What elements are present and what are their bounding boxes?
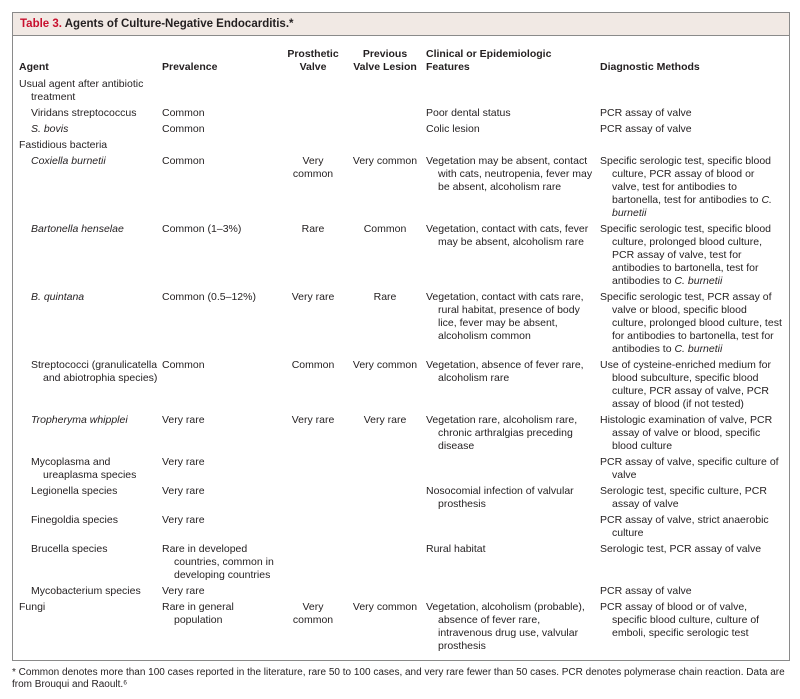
diagnostic-cell [600, 139, 786, 155]
col-previous-lesion: Previous Valve Lesion [353, 48, 417, 73]
prosthetic-cell [282, 514, 348, 543]
prosthetic-cell-text: Very rare [291, 414, 335, 426]
clinical-cell-text: Vegetation, contact with cats rare, rural habitat, presence of body lice, fever may be absent, alcoholism common [426, 291, 584, 342]
agent-cell-text: Streptococci (granulicatella and abiotrophia species) [31, 359, 158, 384]
clinical-cell-text: Colic lesion [426, 123, 480, 135]
clinical-cell-text: Vegetation, absence of fever rare, alcoholism rare [426, 359, 584, 384]
table-row [19, 585, 786, 601]
prosthetic-cell-text: Very common [292, 155, 334, 180]
clinical-cell [426, 485, 600, 514]
table-title [13, 13, 789, 36]
diagnostic-cell-text: Use of cysteine-enriched medium for blood subculture, specific blood culture, PCR assay of valve, PCR assay of blood (if not tested) [600, 359, 771, 410]
prosthetic-cell [282, 155, 348, 223]
table-row [19, 601, 786, 656]
prosthetic-cell [282, 78, 348, 107]
agent-cell [19, 543, 162, 585]
previous-lesion-cell [348, 456, 426, 485]
diagnostic-cell [600, 514, 786, 543]
col-diagnostic: Diagnostic Methods [600, 61, 700, 73]
prevalence-cell-text: Rare in general population [162, 601, 234, 626]
prosthetic-cell [282, 585, 348, 601]
prosthetic-cell [282, 291, 348, 359]
table-row [19, 155, 786, 223]
previous-lesion-cell-text: Rare [373, 291, 397, 303]
previous-lesion-cell [348, 123, 426, 139]
agent-cell-text: B. quintana [31, 291, 85, 303]
table-row [19, 514, 786, 543]
diagnostic-cell [600, 107, 786, 123]
clinical-cell [426, 155, 600, 223]
clinical-cell-text: Vegetation rare, alcoholism rare, chronic arthralgias preceding disease [426, 414, 578, 452]
prevalence-cell-text: Very rare [162, 414, 205, 426]
table-number: Table 3. [20, 18, 62, 30]
agent-cell [19, 155, 162, 223]
agent-cell-text: S. bovis [31, 123, 69, 135]
agent-cell-text: Fastidious bacteria [19, 139, 108, 151]
agent-cell [19, 139, 162, 155]
diagnostic-cell [600, 155, 786, 223]
prevalence-cell-text: Very rare [162, 456, 205, 468]
prevalence-cell [162, 291, 282, 359]
clinical-cell [426, 543, 600, 585]
clinical-cell [426, 78, 600, 107]
previous-lesion-cell [348, 485, 426, 514]
agent-cell-text: Mycobacterium species [31, 585, 141, 597]
clinical-cell-text: Nosocomial infection of valvular prosthesis [426, 485, 574, 510]
previous-lesion-cell [348, 78, 426, 107]
previous-lesion-cell [348, 107, 426, 123]
diagnostic-cell-text: PCR assay of valve, specific culture of valve [600, 456, 779, 481]
agent-cell [19, 123, 162, 139]
agent-cell [19, 456, 162, 485]
agent-cell [19, 78, 162, 107]
clinical-cell-text: Poor dental status [426, 107, 511, 119]
table-row [19, 359, 786, 414]
clinical-cell [426, 291, 600, 359]
prevalence-cell [162, 543, 282, 585]
diagnostic-cell [600, 585, 786, 601]
clinical-cell [426, 601, 600, 656]
prosthetic-cell [282, 223, 348, 291]
prevalence-cell [162, 456, 282, 485]
diagnostic-cell-text: PCR assay of blood or of valve, specific blood culture, culture of emboli, specific serologic test [600, 601, 760, 639]
prevalence-cell-text: Common [162, 107, 205, 119]
agent-cell [19, 585, 162, 601]
prevalence-cell-text: Very rare [162, 585, 205, 597]
prevalence-cell [162, 359, 282, 414]
col-prosthetic: Prosthetic Valve [287, 48, 339, 73]
diagnostic-cell-text: Specific serologic test, specific blood culture, PCR assay of blood or valve, test for antibodies to bartonella, test for antibodies to [600, 155, 771, 206]
diagnostic-cell [600, 223, 786, 291]
previous-lesion-cell [348, 359, 426, 414]
agents-table [19, 40, 786, 656]
prosthetic-cell-text: Rare [301, 223, 325, 235]
agent-cell-text: Tropheryma whipplei [31, 414, 128, 426]
prosthetic-cell [282, 123, 348, 139]
previous-lesion-cell-text: Common [363, 223, 407, 235]
agent-cell [19, 414, 162, 456]
footnote: * Common denotes more than 100 cases reported in the literature, rare 50 to 100 cases, and very rare fewer than 50 cases. PCR denotes polymerase chain reaction. Data are from Brouqui and Raoult.⁶ [12, 667, 785, 690]
clinical-cell [426, 107, 600, 123]
prosthetic-cell [282, 456, 348, 485]
previous-lesion-cell [348, 139, 426, 155]
prevalence-cell [162, 107, 282, 123]
diagnostic-cell-text: Histologic examination of valve, PCR assay of valve or blood, specific blood culture [600, 414, 773, 452]
agent-cell [19, 514, 162, 543]
previous-lesion-cell [348, 514, 426, 543]
table-row [19, 223, 786, 291]
prosthetic-cell [282, 107, 348, 123]
header-row [19, 40, 786, 78]
prevalence-cell-text: Common (1–3%) [162, 223, 242, 235]
prevalence-cell-text: Very rare [162, 514, 205, 526]
table-row [19, 123, 786, 139]
agent-cell-text: Mycoplasma and ureaplasma species [31, 456, 137, 481]
previous-lesion-cell [348, 291, 426, 359]
prevalence-cell-text: Common (0.5–12%) [162, 291, 256, 303]
diagnostic-cell-text: Specific serologic test, PCR assay of valve or blood, specific blood culture, prolonged blood culture, test for antibodies to bartonella, test for antibodies to [600, 291, 782, 355]
diagnostic-cell [600, 601, 786, 656]
agent-cell-text: Viridans streptococcus [31, 107, 137, 119]
clinical-cell [426, 585, 600, 601]
agent-cell-text: Coxiella burnetii [31, 155, 106, 167]
diagnostic-cell [600, 414, 786, 456]
clinical-cell [426, 359, 600, 414]
agent-cell-text: Fungi [19, 601, 46, 613]
diagnostic-cell [600, 291, 786, 359]
table-row [19, 78, 786, 107]
diagnostic-italic-text: C. burnetii [674, 275, 723, 287]
previous-lesion-cell [348, 543, 426, 585]
agent-cell-text: Finegoldia species [31, 514, 118, 526]
prevalence-cell [162, 414, 282, 456]
diagnostic-cell-text: PCR assay of valve [600, 107, 692, 119]
prevalence-cell [162, 585, 282, 601]
clinical-cell [426, 414, 600, 456]
col-clinical: Clinical or Epidemiologic Features [426, 48, 552, 73]
prosthetic-cell [282, 543, 348, 585]
prevalence-cell-text: Common [162, 155, 205, 167]
prosthetic-cell-text: Very common [292, 601, 334, 626]
previous-lesion-cell-text: Very common [352, 155, 418, 167]
table-container [12, 12, 790, 661]
table-row [19, 485, 786, 514]
previous-lesion-cell-text: Very rare [363, 414, 407, 426]
agent-cell [19, 291, 162, 359]
clinical-cell [426, 123, 600, 139]
clinical-cell-text: Rural habitat [426, 543, 486, 555]
prosthetic-cell [282, 359, 348, 414]
diagnostic-cell-text: PCR assay of valve [600, 123, 692, 135]
prevalence-cell [162, 514, 282, 543]
prevalence-cell [162, 601, 282, 656]
clinical-cell-text: Vegetation may be absent, contact with cats, neutropenia, fever may be absent, alcoholism rare [426, 155, 593, 193]
agent-cell-text: Usual agent after antibiotic treatment [19, 78, 144, 103]
agent-cell [19, 223, 162, 291]
prevalence-cell-text: Very rare [162, 485, 205, 497]
prevalence-cell-text: Common [162, 123, 205, 135]
diagnostic-italic-text: C. burnetii [612, 194, 772, 219]
clinical-cell [426, 456, 600, 485]
diagnostic-cell-text: Specific serologic test, specific blood culture, prolonged blood culture, PCR assay of valve, test for antibodies to bartonella, test for antibodies to [600, 223, 771, 287]
diagnostic-cell-text: Serologic test, PCR assay of valve [600, 543, 762, 555]
prevalence-cell [162, 123, 282, 139]
table-row [19, 456, 786, 485]
agent-cell [19, 359, 162, 414]
previous-lesion-cell [348, 414, 426, 456]
diagnostic-cell [600, 78, 786, 107]
diagnostic-cell [600, 485, 786, 514]
agent-cell-text: Brucella species [31, 543, 108, 555]
table-row [19, 543, 786, 585]
prevalence-cell [162, 485, 282, 514]
clinical-cell-text: Vegetation, contact with cats, fever may be absent, alcoholism rare [426, 223, 589, 248]
diagnostic-italic-text: C. burnetii [674, 343, 723, 355]
agent-cell [19, 601, 162, 656]
diagnostic-cell-text: PCR assay of valve [600, 585, 692, 597]
previous-lesion-cell-text: Very common [352, 359, 418, 371]
prosthetic-cell-text: Common [291, 359, 335, 371]
table-caption: Agents of Culture-Negative Endocarditis.* [64, 18, 294, 30]
col-prevalence: Prevalence [162, 61, 218, 73]
clinical-cell [426, 223, 600, 291]
agent-cell [19, 485, 162, 514]
previous-lesion-cell [348, 585, 426, 601]
prevalence-cell [162, 78, 282, 107]
prosthetic-cell [282, 601, 348, 656]
prevalence-cell [162, 223, 282, 291]
diagnostic-cell-text: Serologic test, specific culture, PCR assay of valve [600, 485, 767, 510]
previous-lesion-cell-text: Very common [352, 601, 418, 613]
diagnostic-cell [600, 543, 786, 585]
prevalence-cell [162, 139, 282, 155]
table-row [19, 291, 786, 359]
prosthetic-cell [282, 414, 348, 456]
table-row [19, 414, 786, 456]
prevalence-cell-text: Common [162, 359, 205, 371]
clinical-cell-text: Vegetation, alcoholism (probable), absence of fever rare, intravenous drug use, valvular prosthesis [426, 601, 585, 652]
agent-cell [19, 107, 162, 123]
clinical-cell [426, 139, 600, 155]
prosthetic-cell-text: Very rare [291, 291, 335, 303]
table-row [19, 107, 786, 123]
diagnostic-cell [600, 123, 786, 139]
agent-cell-text: Bartonella henselae [31, 223, 124, 235]
diagnostic-cell [600, 359, 786, 414]
prevalence-cell [162, 155, 282, 223]
prevalence-cell-text: Rare in developed countries, common in developing countries [162, 543, 274, 581]
diagnostic-cell-text: PCR assay of valve, strict anaerobic culture [600, 514, 769, 539]
prosthetic-cell [282, 139, 348, 155]
previous-lesion-cell [348, 601, 426, 656]
diagnostic-cell [600, 456, 786, 485]
previous-lesion-cell [348, 223, 426, 291]
agent-cell-text: Legionella species [31, 485, 118, 497]
prosthetic-cell [282, 485, 348, 514]
table-row [19, 139, 786, 155]
col-agent: Agent [19, 61, 49, 73]
previous-lesion-cell [348, 155, 426, 223]
clinical-cell [426, 514, 600, 543]
